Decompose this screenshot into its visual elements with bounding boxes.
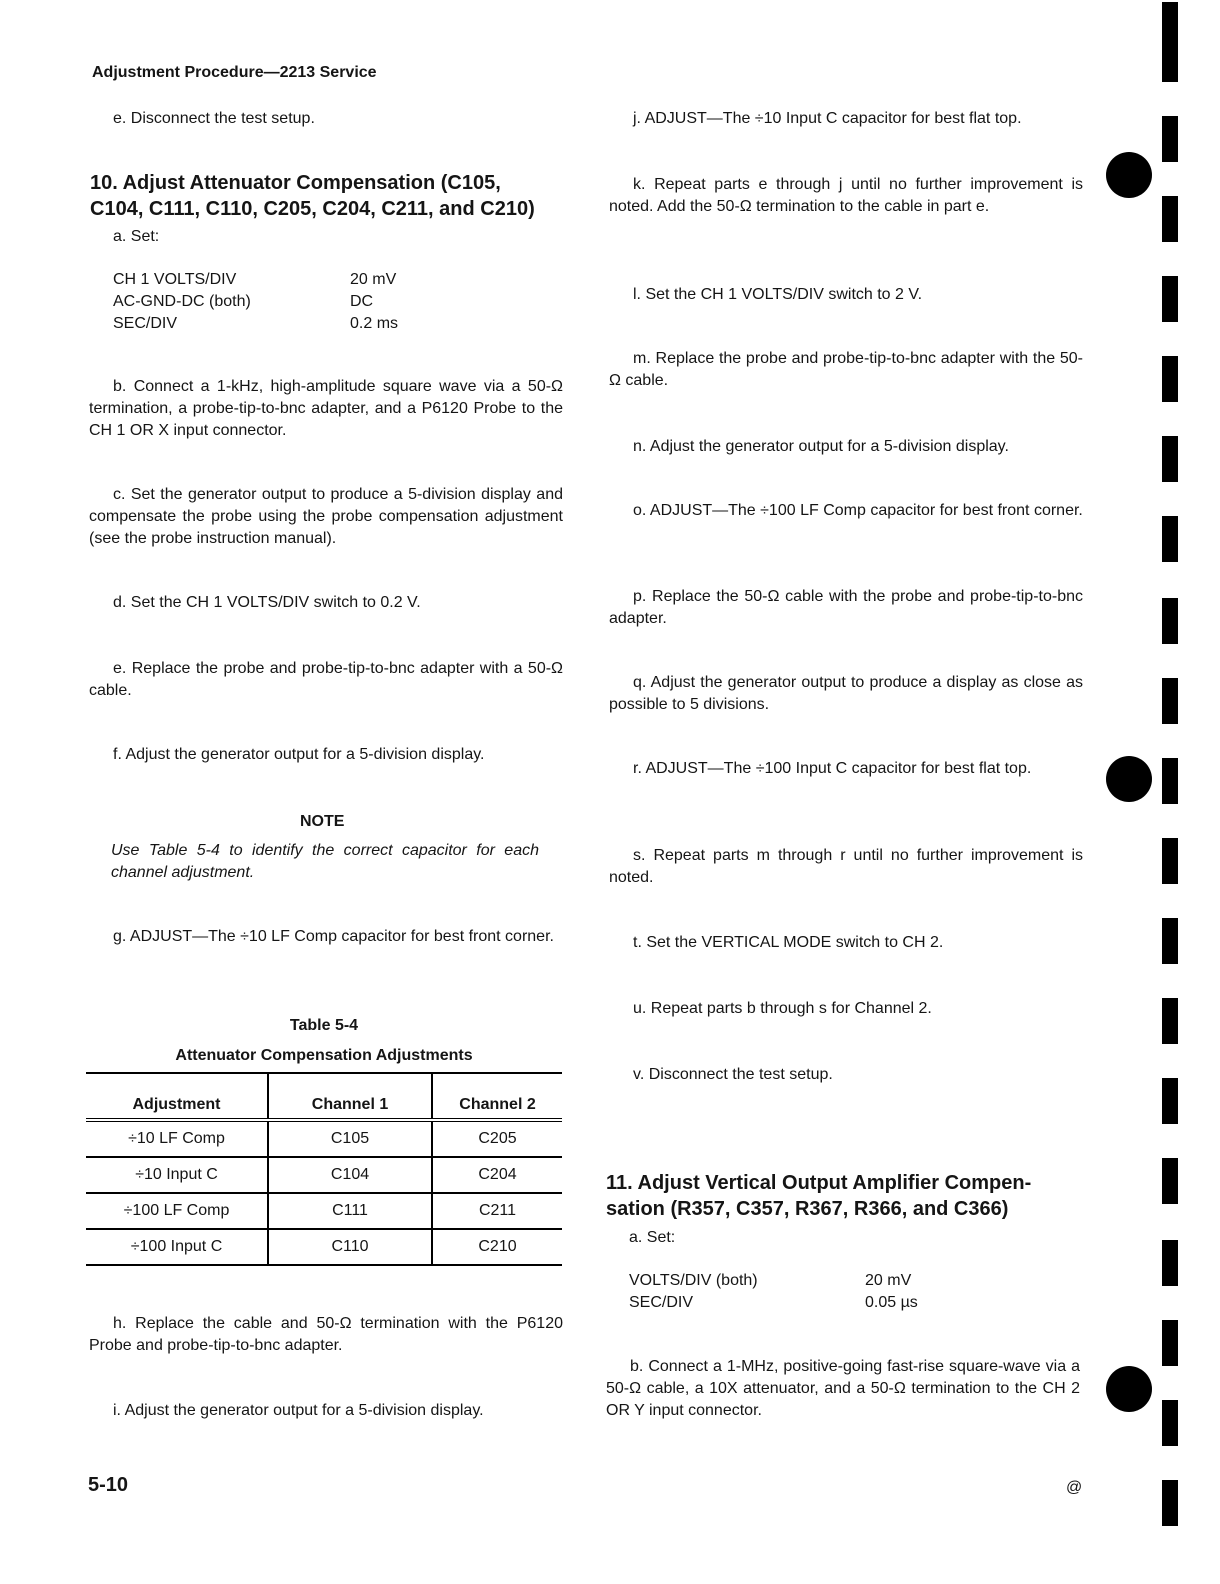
section-10-title <box>90 170 570 222</box>
step-v-disconnect: v. Disconnect the test setup. <box>633 1066 833 1083</box>
table-header-channel-2: Channel 2 <box>432 1073 562 1120</box>
table-cell: ÷10 Input C <box>135 1166 218 1183</box>
margin-bar <box>1162 998 1178 1044</box>
section-10-title-line1: 10. Adjust Attenuator Compensation (C105, <box>90 172 501 194</box>
punch-hole-icon <box>1106 152 1152 198</box>
table-cell: C211 <box>432 1193 562 1229</box>
margin-bar <box>1162 1400 1178 1446</box>
setting-name: CH 1 VOLTS/DIV <box>113 271 237 288</box>
step-r-adjust-input-c: r. ADJUST—The ÷100 Input C capacitor for best flat top. <box>633 760 1032 777</box>
step-e-disconnect: e. Disconnect the test setup. <box>113 110 315 127</box>
setting-value: 0.05 µs <box>865 1294 918 1311</box>
setting-value: 0.2 ms <box>350 315 399 332</box>
step-s-repeat: s. Repeat parts m through r until no further improvement is noted. <box>609 847 1083 886</box>
setting-name: AC-GND-DC (both) <box>113 293 251 310</box>
page-number: 5-10 <box>88 1474 129 1496</box>
table-cell: C104 <box>268 1157 432 1193</box>
margin-bar <box>1162 1320 1178 1366</box>
table-header-adjustment: Adjustment <box>132 1096 221 1113</box>
section-10-title-line2: C104, C111, C110, C205, C204, C211, and C210) <box>90 198 535 220</box>
step-n-adjust-output: n. Adjust the generator output for a 5-division display. <box>633 438 1009 455</box>
step-c-compensate: c. Set the generator output to produce a 5-division display and compensate the probe using the probe compensation adjustment (see the probe instruction manual). <box>89 486 563 547</box>
margin-bar <box>1162 918 1178 964</box>
table-row <box>86 1193 562 1229</box>
step-j-adjust-input-c: j. ADJUST—The ÷10 Input C capacitor for best flat top. <box>633 110 1022 127</box>
margin-bar <box>1162 678 1178 724</box>
step-l-set-volts: l. Set the CH 1 VOLTS/DIV switch to 2 V. <box>633 286 923 303</box>
table-caption: Attenuator Compensation Adjustments <box>175 1047 473 1064</box>
setting-row <box>629 1270 918 1292</box>
punch-hole-icon <box>1106 1366 1152 1412</box>
table-cell: C111 <box>268 1193 432 1229</box>
setting-value: 20 mV <box>350 271 397 288</box>
table-cell: C105 <box>268 1120 432 1157</box>
step-e-replace-probe: e. Replace the probe and probe-tip-to-bnc adapter with a 50-Ω cable. <box>89 660 563 699</box>
table-number: Table 5-4 <box>289 1017 359 1034</box>
margin-bar <box>1162 1480 1178 1526</box>
step-f-adjust-output: f. Adjust the generator output for a 5-division display. <box>113 746 485 763</box>
section-10-step-a: a. Set: <box>113 228 160 245</box>
attenuator-compensation-table <box>86 1072 562 1266</box>
margin-bar <box>1162 2 1178 82</box>
table-cell: ÷100 Input C <box>130 1238 223 1255</box>
step-i-adjust-output: i. Adjust the generator output for a 5-division display. <box>113 1402 484 1419</box>
step-g-adjust-lf: g. ADJUST—The ÷10 LF Comp capacitor for best front corner. <box>113 928 554 945</box>
setting-row <box>113 291 398 313</box>
step-t-vertical-mode: t. Set the VERTICAL MODE switch to CH 2. <box>633 934 944 951</box>
step-q-adjust-output: q. Adjust the generator output to produce a display as close as possible to 5 divisions. <box>609 674 1083 713</box>
setting-row <box>113 313 398 335</box>
footer-mark: @ <box>1066 1479 1083 1496</box>
table-cell: C204 <box>432 1157 562 1193</box>
table-row <box>86 1157 562 1193</box>
table-header-row <box>86 1073 562 1120</box>
margin-bar <box>1162 838 1178 884</box>
section-11-step-a: a. Set: <box>629 1229 676 1246</box>
margin-bar <box>1162 598 1178 644</box>
note-title: NOTE <box>300 813 345 830</box>
section-11-title <box>606 1170 1096 1222</box>
margin-bar <box>1162 1078 1178 1124</box>
step-b-connect-1mhz: b. Connect a 1-MHz, positive-going fast-rise square-wave via a 50-Ω cable, a 10X attenuator, and a 50-Ω termination to the CH 2 OR Y input connector. <box>606 1358 1080 1419</box>
margin-bar <box>1162 196 1178 242</box>
table-row <box>86 1229 562 1265</box>
margin-bar <box>1162 356 1178 402</box>
section-11-title-line1: 11. Adjust Vertical Output Amplifier Compen- <box>606 1172 1032 1194</box>
table-cell: C210 <box>432 1229 562 1265</box>
table-cell: C205 <box>432 1120 562 1157</box>
margin-bar <box>1162 1158 1178 1204</box>
step-d-set-volts: d. Set the CH 1 VOLTS/DIV switch to 0.2 V. <box>113 594 421 611</box>
table-row <box>86 1120 562 1157</box>
settings-table-10 <box>113 269 398 335</box>
margin-bar <box>1162 516 1178 562</box>
table-cell: C110 <box>268 1229 432 1265</box>
punch-hole-icon <box>1106 756 1152 802</box>
setting-name: SEC/DIV <box>629 1294 694 1311</box>
table-cell: ÷100 LF Comp <box>123 1202 230 1219</box>
step-u-repeat: u. Repeat parts b through s for Channel 2. <box>633 1000 932 1017</box>
step-k-repeat: k. Repeat parts e through j until no further improvement is noted. Add the 50-Ω termination to the cable in part e. <box>609 176 1083 215</box>
step-o-adjust-lf: o. ADJUST—The ÷100 LF Comp capacitor for best front corner. <box>633 502 1083 519</box>
setting-name: SEC/DIV <box>113 315 178 332</box>
step-b-connect: b. Connect a 1-kHz, high-amplitude square wave via a 50-Ω termination, a probe-tip-to-bnc adapter, and a P6120 Probe to the CH 1 OR X input connector. <box>89 378 563 439</box>
setting-name: VOLTS/DIV (both) <box>629 1272 758 1289</box>
margin-bar <box>1162 758 1178 804</box>
setting-row <box>113 269 398 291</box>
margin-bar <box>1162 1240 1178 1286</box>
margin-bar <box>1162 436 1178 482</box>
table-cell: ÷10 LF Comp <box>128 1130 225 1147</box>
step-m-replace-probe: m. Replace the probe and probe-tip-to-bnc adapter with the 50-Ω cable. <box>609 350 1083 389</box>
margin-bar <box>1162 276 1178 322</box>
running-header: Adjustment Procedure—2213 Service <box>92 64 377 81</box>
setting-row <box>629 1292 918 1314</box>
settings-table-11 <box>629 1270 918 1314</box>
table-header-channel-1: Channel 1 <box>268 1073 432 1120</box>
margin-bar <box>1162 116 1178 162</box>
step-p-replace-cable: p. Replace the 50-Ω cable with the probe and probe-tip-to-bnc adapter. <box>609 588 1083 627</box>
section-11-title-line2: sation (R357, C357, R367, R366, and C366) <box>606 1198 1009 1220</box>
setting-value: 20 mV <box>865 1272 912 1289</box>
setting-value: DC <box>350 293 374 310</box>
note-text: Use Table 5-4 to identify the correct capacitor for each channel adjustment. <box>111 842 539 881</box>
step-h-replace-cable: h. Replace the cable and 50-Ω termination with the P6120 Probe and probe-tip-to-bnc adapter. <box>89 1315 563 1354</box>
